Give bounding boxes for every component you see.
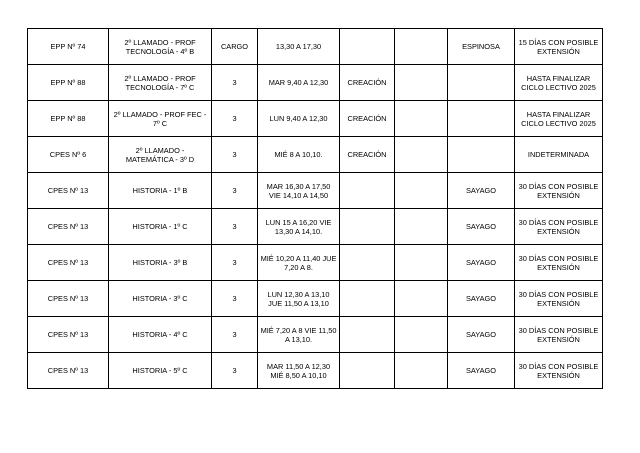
cell-hours: 3: [212, 353, 258, 389]
cell-teacher: SAYAGO: [448, 281, 515, 317]
cell-status: [340, 281, 395, 317]
cell-extra: [395, 65, 448, 101]
table-body: [28, 29, 603, 389]
cell-call: HISTORIA - 1º B: [109, 173, 212, 209]
cell-school: CPES Nº 13: [28, 353, 109, 389]
cell-call: 2º LLAMADO - PROF TECNOLOGÍA - 4º B: [109, 29, 212, 65]
cell-hours: 3: [212, 281, 258, 317]
cell-duration: 30 DÍAS CON POSIBLE EXTENSIÓN: [515, 281, 603, 317]
cell-school: CPES Nº 13: [28, 173, 109, 209]
cell-hours: 3: [212, 173, 258, 209]
cell-call: 2º LLAMADO - PROF TECNOLOGÍA - 7º C: [109, 65, 212, 101]
cell-hours: 3: [212, 101, 258, 137]
cell-schedule: 13,30 A 17,30: [258, 29, 340, 65]
cell-duration: INDETERMINADA: [515, 137, 603, 173]
cell-teacher: ESPINOSA: [448, 29, 515, 65]
cell-schedule: MIÉ 10,20 A 11,40 JUE 7,20 A 8.: [258, 245, 340, 281]
cell-extra: [395, 353, 448, 389]
table-row: [28, 65, 603, 101]
cell-teacher: [448, 101, 515, 137]
table-row: [28, 29, 603, 65]
schedule-table: [27, 28, 603, 389]
cell-duration: 30 DÍAS CON POSIBLE EXTENSIÓN: [515, 173, 603, 209]
cell-extra: [395, 137, 448, 173]
cell-school: EPP Nº 88: [28, 65, 109, 101]
cell-duration: HASTA FINALIZAR CICLO LECTIVO 2025: [515, 101, 603, 137]
table-row: [28, 245, 603, 281]
cell-schedule: MAR 16,30 A 17,50 VIE 14,10 A 14,50: [258, 173, 340, 209]
cell-call: 2º LLAMADO - MATEMÁTICA - 3º D: [109, 137, 212, 173]
cell-teacher: [448, 137, 515, 173]
cell-schedule: MIÉ 7,20 A 8 VIE 11,50 A 13,10.: [258, 317, 340, 353]
cell-teacher: SAYAGO: [448, 209, 515, 245]
cell-duration: 30 DÍAS CON POSIBLE EXTENSIÓN: [515, 317, 603, 353]
cell-status: [340, 353, 395, 389]
cell-hours: CARGO: [212, 29, 258, 65]
cell-hours: 3: [212, 137, 258, 173]
table-row: [28, 101, 603, 137]
cell-status: [340, 317, 395, 353]
cell-extra: [395, 245, 448, 281]
cell-duration: 30 DÍAS CON POSIBLE EXTENSIÓN: [515, 209, 603, 245]
table-row: [28, 209, 603, 245]
cell-extra: [395, 317, 448, 353]
cell-schedule: MAR 11,50 A 12,30 MIÉ 8,50 A 10,10: [258, 353, 340, 389]
cell-hours: 3: [212, 209, 258, 245]
cell-call: 2º LLAMADO - PROF FEC - 7º C: [109, 101, 212, 137]
cell-call: HISTORIA - 3º C: [109, 281, 212, 317]
cell-status: CREACIÓN: [340, 137, 395, 173]
cell-school: CPES Nº 13: [28, 317, 109, 353]
cell-extra: [395, 209, 448, 245]
cell-extra: [395, 101, 448, 137]
cell-status: [340, 209, 395, 245]
cell-teacher: SAYAGO: [448, 353, 515, 389]
table-row: [28, 173, 603, 209]
cell-schedule: MIÉ 8 A 10,10.: [258, 137, 340, 173]
cell-hours: 3: [212, 245, 258, 281]
cell-call: HISTORIA - 4º C: [109, 317, 212, 353]
cell-status: CREACIÓN: [340, 101, 395, 137]
cell-school: CPES Nº 6: [28, 137, 109, 173]
cell-hours: 3: [212, 65, 258, 101]
cell-school: CPES Nº 13: [28, 209, 109, 245]
cell-status: [340, 29, 395, 65]
table-row: [28, 281, 603, 317]
table-row: [28, 137, 603, 173]
cell-hours: 3: [212, 317, 258, 353]
cell-schedule: MAR 9,40 A 12,30: [258, 65, 340, 101]
cell-status: [340, 173, 395, 209]
cell-call: HISTORIA - 5º C: [109, 353, 212, 389]
cell-schedule: LUN 9,40 A 12,30: [258, 101, 340, 137]
cell-duration: 15 DÍAS CON POSIBLE EXTENSIÓN: [515, 29, 603, 65]
cell-teacher: [448, 65, 515, 101]
cell-teacher: SAYAGO: [448, 173, 515, 209]
cell-school: EPP Nº 74: [28, 29, 109, 65]
table-row: [28, 353, 603, 389]
cell-status: [340, 245, 395, 281]
cell-duration: HASTA FINALIZAR CICLO LECTIVO 2025: [515, 65, 603, 101]
cell-status: CREACIÓN: [340, 65, 395, 101]
cell-duration: 30 DÍAS CON POSIBLE EXTENSIÓN: [515, 353, 603, 389]
cell-schedule: LUN 15 A 16,20 VIE 13,30 A 14,10.: [258, 209, 340, 245]
cell-school: CPES Nº 13: [28, 281, 109, 317]
cell-extra: [395, 29, 448, 65]
cell-call: HISTORIA - 3º B: [109, 245, 212, 281]
cell-school: CPES Nº 13: [28, 245, 109, 281]
cell-teacher: SAYAGO: [448, 317, 515, 353]
cell-duration: 30 DÍAS CON POSIBLE EXTENSIÓN: [515, 245, 603, 281]
cell-extra: [395, 173, 448, 209]
table-row: [28, 317, 603, 353]
cell-schedule: LUN 12,30 A 13,10 JUE 11,50 A 13,10: [258, 281, 340, 317]
cell-school: EPP Nº 88: [28, 101, 109, 137]
cell-call: HISTORIA - 1º C: [109, 209, 212, 245]
cell-extra: [395, 281, 448, 317]
cell-teacher: SAYAGO: [448, 245, 515, 281]
